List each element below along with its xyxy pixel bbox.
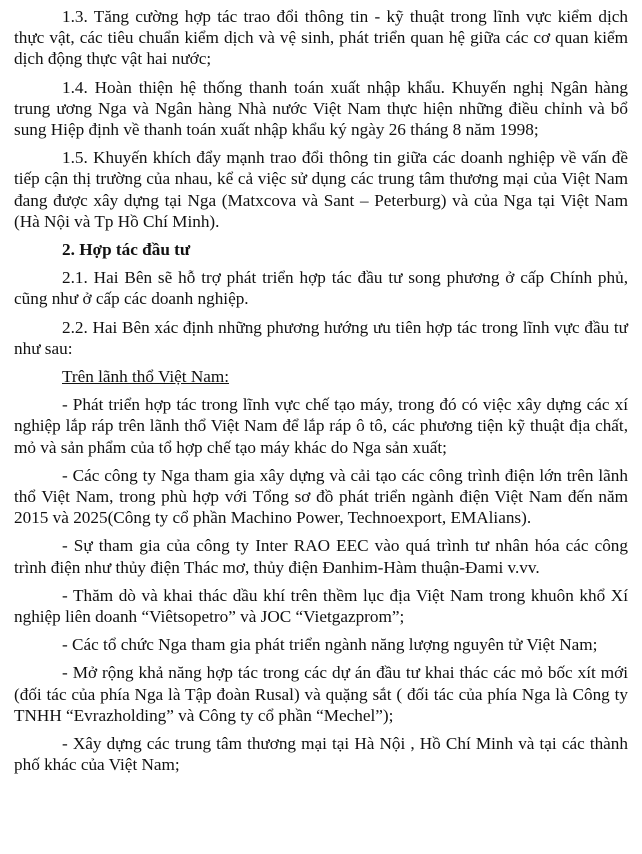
bullet-inter-rao: - Sự tham gia của công ty Inter RAO EEC vào quá trình tư nhân hóa các công trình điện như thủy điện Thác mơ, thủy điện Đanhim-Hàm thuận-Đami v.vv. <box>14 536 628 577</box>
paragraph-2-1: 2.1. Hai Bên sẽ hỗ trợ phát triển hợp tác đầu tư song phương ở cấp Chính phủ, cũng như ở cấp các doanh nghiệp. <box>14 268 628 309</box>
paragraph-1-4: 1.4. Hoàn thiện hệ thống thanh toán xuất nhập khẩu. Khuyến nghị Ngân hàng trung ương Nga và Ngân hàng Nhà nước Việt Nam thực hiện những điều chỉnh và bổ sung Hiệp định về thanh toán xuất nhập khẩu ký ngày 26 tháng 8 năm 1998; <box>14 77 628 140</box>
paragraph-2-2: 2.2. Hai Bên xác định những phương hướng ưu tiên hợp tác trong lĩnh vực đầu tư như sau: <box>14 317 628 358</box>
bullet-machinery: - Phát triển hợp tác trong lĩnh vực chế tạo máy, trong đó có việc xây dựng các xí nghiệp lắp ráp trên lãnh thổ Việt Nam để lắp ráp ô tô, các phương tiện kỹ thuật địa chất, mỏ và sản phẩm của tổ hợp chế tạo máy khác do Nga sản xuất; <box>14 395 628 457</box>
bullet-trade-centers: - Xây dựng các trung tâm thương mại tại Hà Nội , Hồ Chí Minh và tại các thành phố khác của Việt Nam; <box>14 734 628 775</box>
bullet-nuclear-energy: - Các tổ chức Nga tham gia phát triển ngành năng lượng nguyên tử Việt Nam; <box>62 635 598 655</box>
paragraph-1-3: 1.3. Tăng cường hợp tác trao đổi thông tin - kỹ thuật trong lĩnh vực kiểm dịch thực vật, các tiêu chuẩn kiểm dịch và vệ sinh, phát triển quan hệ giữa các cơ quan kiểm dịch động thực vật hai nước; <box>14 7 628 69</box>
bullet-power-plants: - Các công ty Nga tham gia xây dựng và cải tạo các công trình điện lớn trên lãnh thổ Việt Nam, trong phù hợp với Tổng sơ đồ phát triển ngành điện Việt Nam đến năm 2015 và 2025(Công ty cổ phần Machino Power, Technoexport, EMAlians). <box>14 465 628 528</box>
document-page <box>14 6 628 783</box>
bullet-mining: - Mở rộng khả năng hợp tác trong các dự án đầu tư khai thác các mỏ bốc xít mới (đối tác của phía Nga là Tập đoàn Rusal) và quặng sắt ( đối tác của phía Nga là Công ty TNHH “Evrazholding” và Công ty cổ phần “Mechel”); <box>14 663 628 725</box>
subheading-vietnam-territory: Trên lãnh thổ Việt Nam: <box>62 367 230 387</box>
paragraph-1-5: 1.5. Khuyến khích đẩy mạnh trao đổi thông tin giữa các doanh nghiệp về vấn đề tiếp cận thị trường của nhau, kể cả việc sử dụng các trung tâm thương mại của Việt Nam đang được xây dựng tại Nga (Matxcova và Sant – Peterburg) và của Nga tại Việt Nam (Hà Nội và Tp Hồ Chí Minh). <box>14 148 628 231</box>
section-heading-investment: 2. Hợp tác đầu tư <box>62 240 191 260</box>
bullet-oil-gas: - Thăm dò và khai thác dầu khí trên thềm lục địa Việt Nam trong khuôn khổ Xí nghiệp liên doanh “Viêtsopetro” và JOC “Vietgazprom”; <box>14 585 628 627</box>
